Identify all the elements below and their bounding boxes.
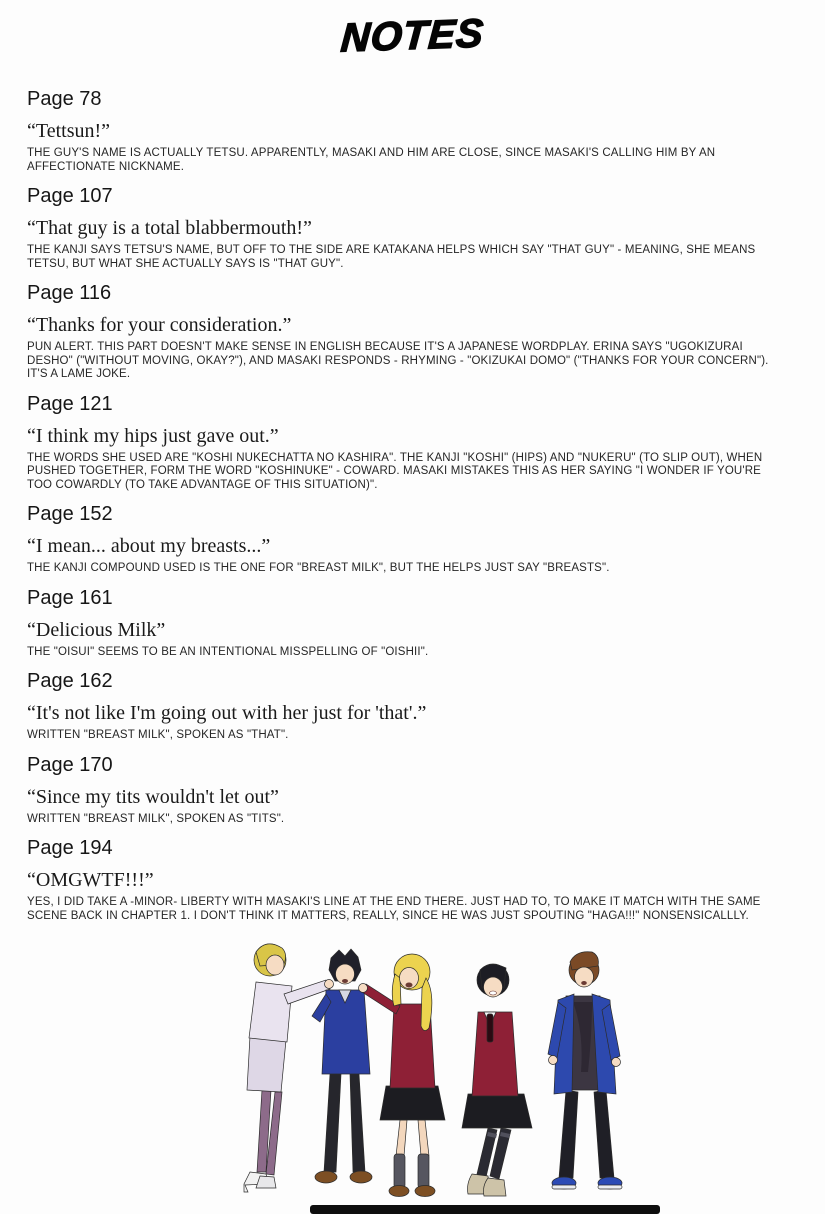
page-heading: Page 107 (27, 185, 113, 207)
character-group-drawing (200, 922, 648, 1206)
character-illustration (200, 922, 648, 1206)
page-heading: Page 121 (27, 392, 113, 415)
notes-sections (0, 88, 825, 923)
character-blonde-girl (359, 954, 446, 1197)
quote-line: “OMGWTF!!!” (27, 869, 154, 891)
page-title: NOTES (339, 11, 486, 61)
note-section (27, 282, 795, 382)
page-heading: Page 162 (27, 670, 113, 692)
translation-note: WRITTEN "BREAST MILK", SPOKEN AS "TITS". (27, 812, 285, 825)
translation-note: WRITTEN "BREAST MILK", SPOKEN AS "THAT". (27, 729, 289, 741)
note-section (27, 587, 795, 660)
translation-note: THE GUY'S NAME IS ACTUALLY TETSU. APPARENTLY, MASAKI AND HIM ARE CLOSE, SINCE MASAKI'S CALLING HIM BY AN AFFECTIONATE NICKNAME. (27, 147, 716, 173)
page-heading: Page 161 (27, 586, 113, 609)
translation-note: YES, I DID TAKE A -MINOR- LIBERTY WITH MASAKI'S LINE AT THE END THERE. JUST HAD TO, TO MAKE IT MATCH WITH THE SAME SCENE BACK IN CHAPTER 1. I DON'T THINK IT MATTERS, REALLY, SINCE HE WAS JUST SPOUTING "HAGA!!!" NONSENSICALLLY. (27, 896, 761, 922)
note-section (27, 837, 795, 923)
page-header (0, 11, 825, 66)
note-section (27, 393, 795, 493)
translation-note: THE WORDS SHE USED ARE "KOSHI NUKECHATTA NO KASHIRA". THE KANJI "KOSHI" (HIPS) AND "NUKERU" (TO SLIP OUT), WHEN PUSHED TOGETHER, FORM THE WORD "KOSHINUKE" - COWARD. MASAKI MISTAKES THIS AS HER SAYING "I WONDER IF YOU'RE TOO COWARDLY (TO TAKE ADVANTAGE OF THIS SITUATION)". (27, 451, 763, 491)
note-section (27, 503, 795, 576)
translation-note: THE "OISUI" SEEMS TO BE AN INTENTIONAL MISSPELLING OF "OISHII". (27, 645, 429, 658)
character-tie-girl (462, 964, 532, 1196)
quote-line: “That guy is a total blabbermouth!” (27, 217, 312, 239)
quote-line: “Since my tits wouldn't let out” (27, 785, 279, 808)
translation-note: THE KANJI SAYS TETSU'S NAME, BUT OFF TO THE SIDE ARE KATAKANA HELPS WHICH SAY "THAT GUY" - MEANING, SHE MEANS TETSU, BUT WHAT SHE ACTUALLY SAYS IS "THAT GUY". (27, 244, 756, 270)
note-section (27, 185, 795, 271)
note-section (27, 754, 795, 827)
translation-note: PUN ALERT. THIS PART DOESN'T MAKE SENSE IN ENGLISH BECAUSE IT'S A JAPANESE WORDPLAY. ERINA SAYS "UGOKIZURAI DESHO" ("WITHOUT MOVING, OKAY?"), AND MASAKI RESPONDS - RHYMING - "OKIZUKAI DOMO" ("THANKS FOR YOUR CONCERN"). IT'S A LAME JOKE. (27, 341, 769, 380)
note-section (27, 670, 795, 743)
quote-line: “Thanks for your consideration.” (27, 314, 292, 336)
page-heading: Page 152 (27, 503, 113, 525)
character-blonde-woman (244, 944, 334, 1192)
quote-line: “I think my hips just gave out.” (27, 424, 279, 447)
quote-line: “Tettsun!” (27, 120, 111, 142)
page-heading: Page 170 (27, 753, 113, 776)
quote-line: “It's not like I'm going out with her just for 'that'.” (27, 702, 427, 724)
page-heading: Page 194 (27, 837, 113, 859)
character-hoodie-boy (548, 952, 622, 1189)
quote-line: “I mean... about my breasts...” (27, 535, 271, 557)
page-heading: Page 116 (27, 282, 112, 304)
page-heading: Page 78 (27, 88, 102, 110)
note-section (27, 88, 795, 174)
translation-note: THE KANJI COMPOUND USED IS THE ONE FOR "BREAST MILK", BUT THE HELPS JUST SAY "BREASTS". (27, 562, 610, 574)
bottom-bar (310, 1205, 660, 1214)
quote-line: “Delicious Milk” (27, 618, 166, 641)
